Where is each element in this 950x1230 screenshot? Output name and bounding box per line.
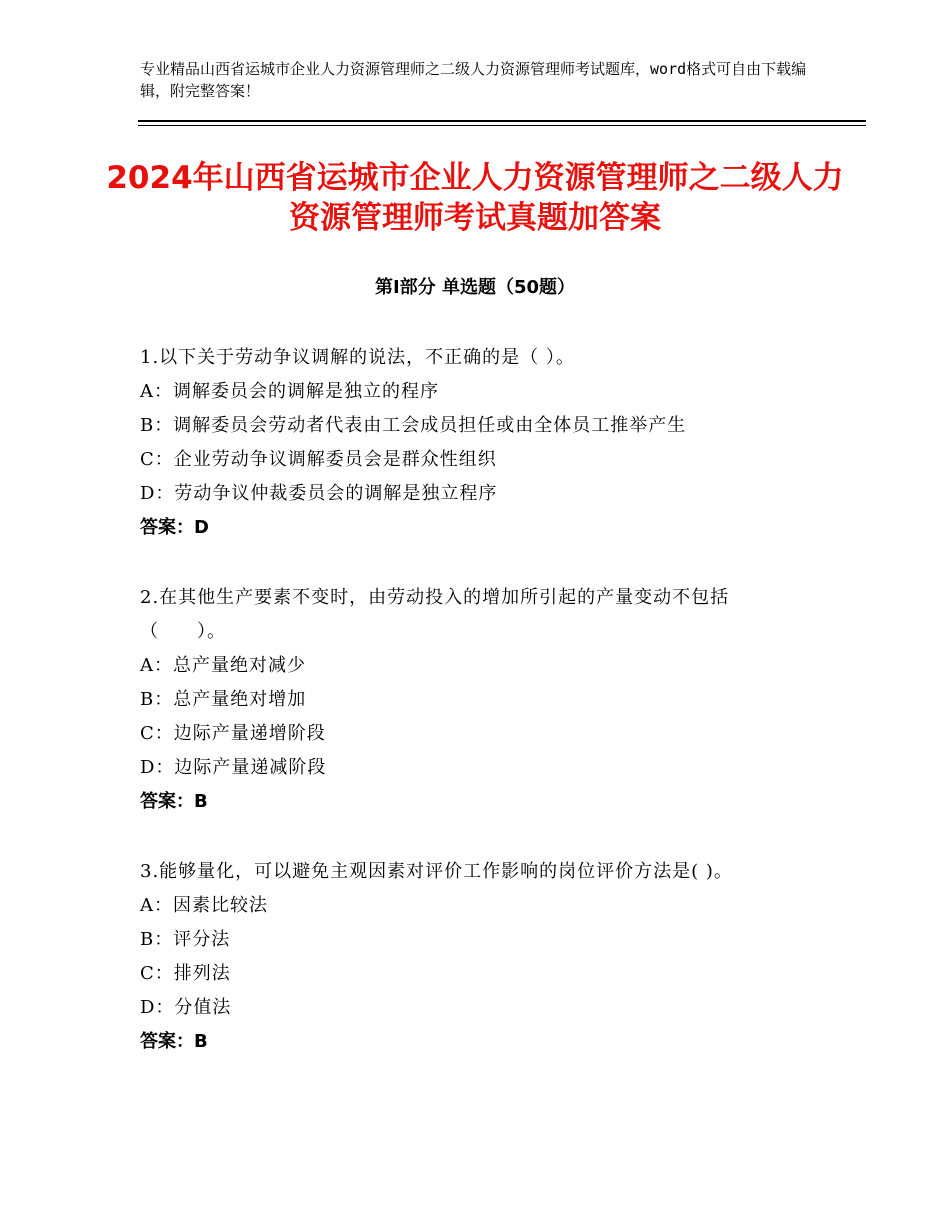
question-3 xyxy=(140,855,840,1059)
section-heading: 第Ⅰ部分 单选题（50题） xyxy=(374,277,575,298)
question-2 xyxy=(140,581,840,819)
option-a: A：总产量绝对减少 xyxy=(140,655,306,676)
header-divider-thick xyxy=(138,120,866,122)
option-d: D：边际产量递减阶段 xyxy=(140,757,327,778)
option-d: D：分值法 xyxy=(140,997,232,1018)
header-divider-thin xyxy=(138,125,866,126)
answer: 答案：B xyxy=(140,1031,208,1052)
question-stem: 3.能够量化，可以避免主观因素对评价工作影响的岗位评价方法是( )。 xyxy=(140,861,733,882)
option-b: B：调解委员会劳动者代表由工会成员担任或由全体员工推举产生 xyxy=(140,415,687,436)
option-d: D：劳动争议仲裁委员会的调解是独立程序 xyxy=(140,483,498,504)
option-b: B：评分法 xyxy=(140,929,231,950)
option-c: C：企业劳动争议调解委员会是群众性组织 xyxy=(140,449,497,470)
answer: 答案：D xyxy=(140,517,209,538)
option-c: C：排列法 xyxy=(140,963,231,984)
question-stem: 1.以下关于劳动争议调解的说法，不正确的是（ ）。 xyxy=(140,347,575,368)
option-b: B：总产量绝对增加 xyxy=(140,689,307,710)
header-note: 专业精品山西省运城市企业人力资源管理师之二级人力资源管理师考试题库，word格式可自由下载编辑，附完整答案！ xyxy=(140,60,807,100)
question-list xyxy=(140,341,840,1095)
option-a: A：调解委员会的调解是独立的程序 xyxy=(140,381,439,402)
option-c: C：边际产量递增阶段 xyxy=(140,723,326,744)
option-a: A：因素比较法 xyxy=(140,895,268,916)
question-1 xyxy=(140,341,840,545)
question-stem: 2.在其他生产要素不变时，由劳动投入的增加所引起的产量变动不包括（ ）。 xyxy=(140,587,730,642)
document-title: 2024年山西省运城市企业人力资源管理师之二级人力资源管理师考试真题加答案 xyxy=(106,160,844,236)
answer: 答案：B xyxy=(140,791,208,812)
